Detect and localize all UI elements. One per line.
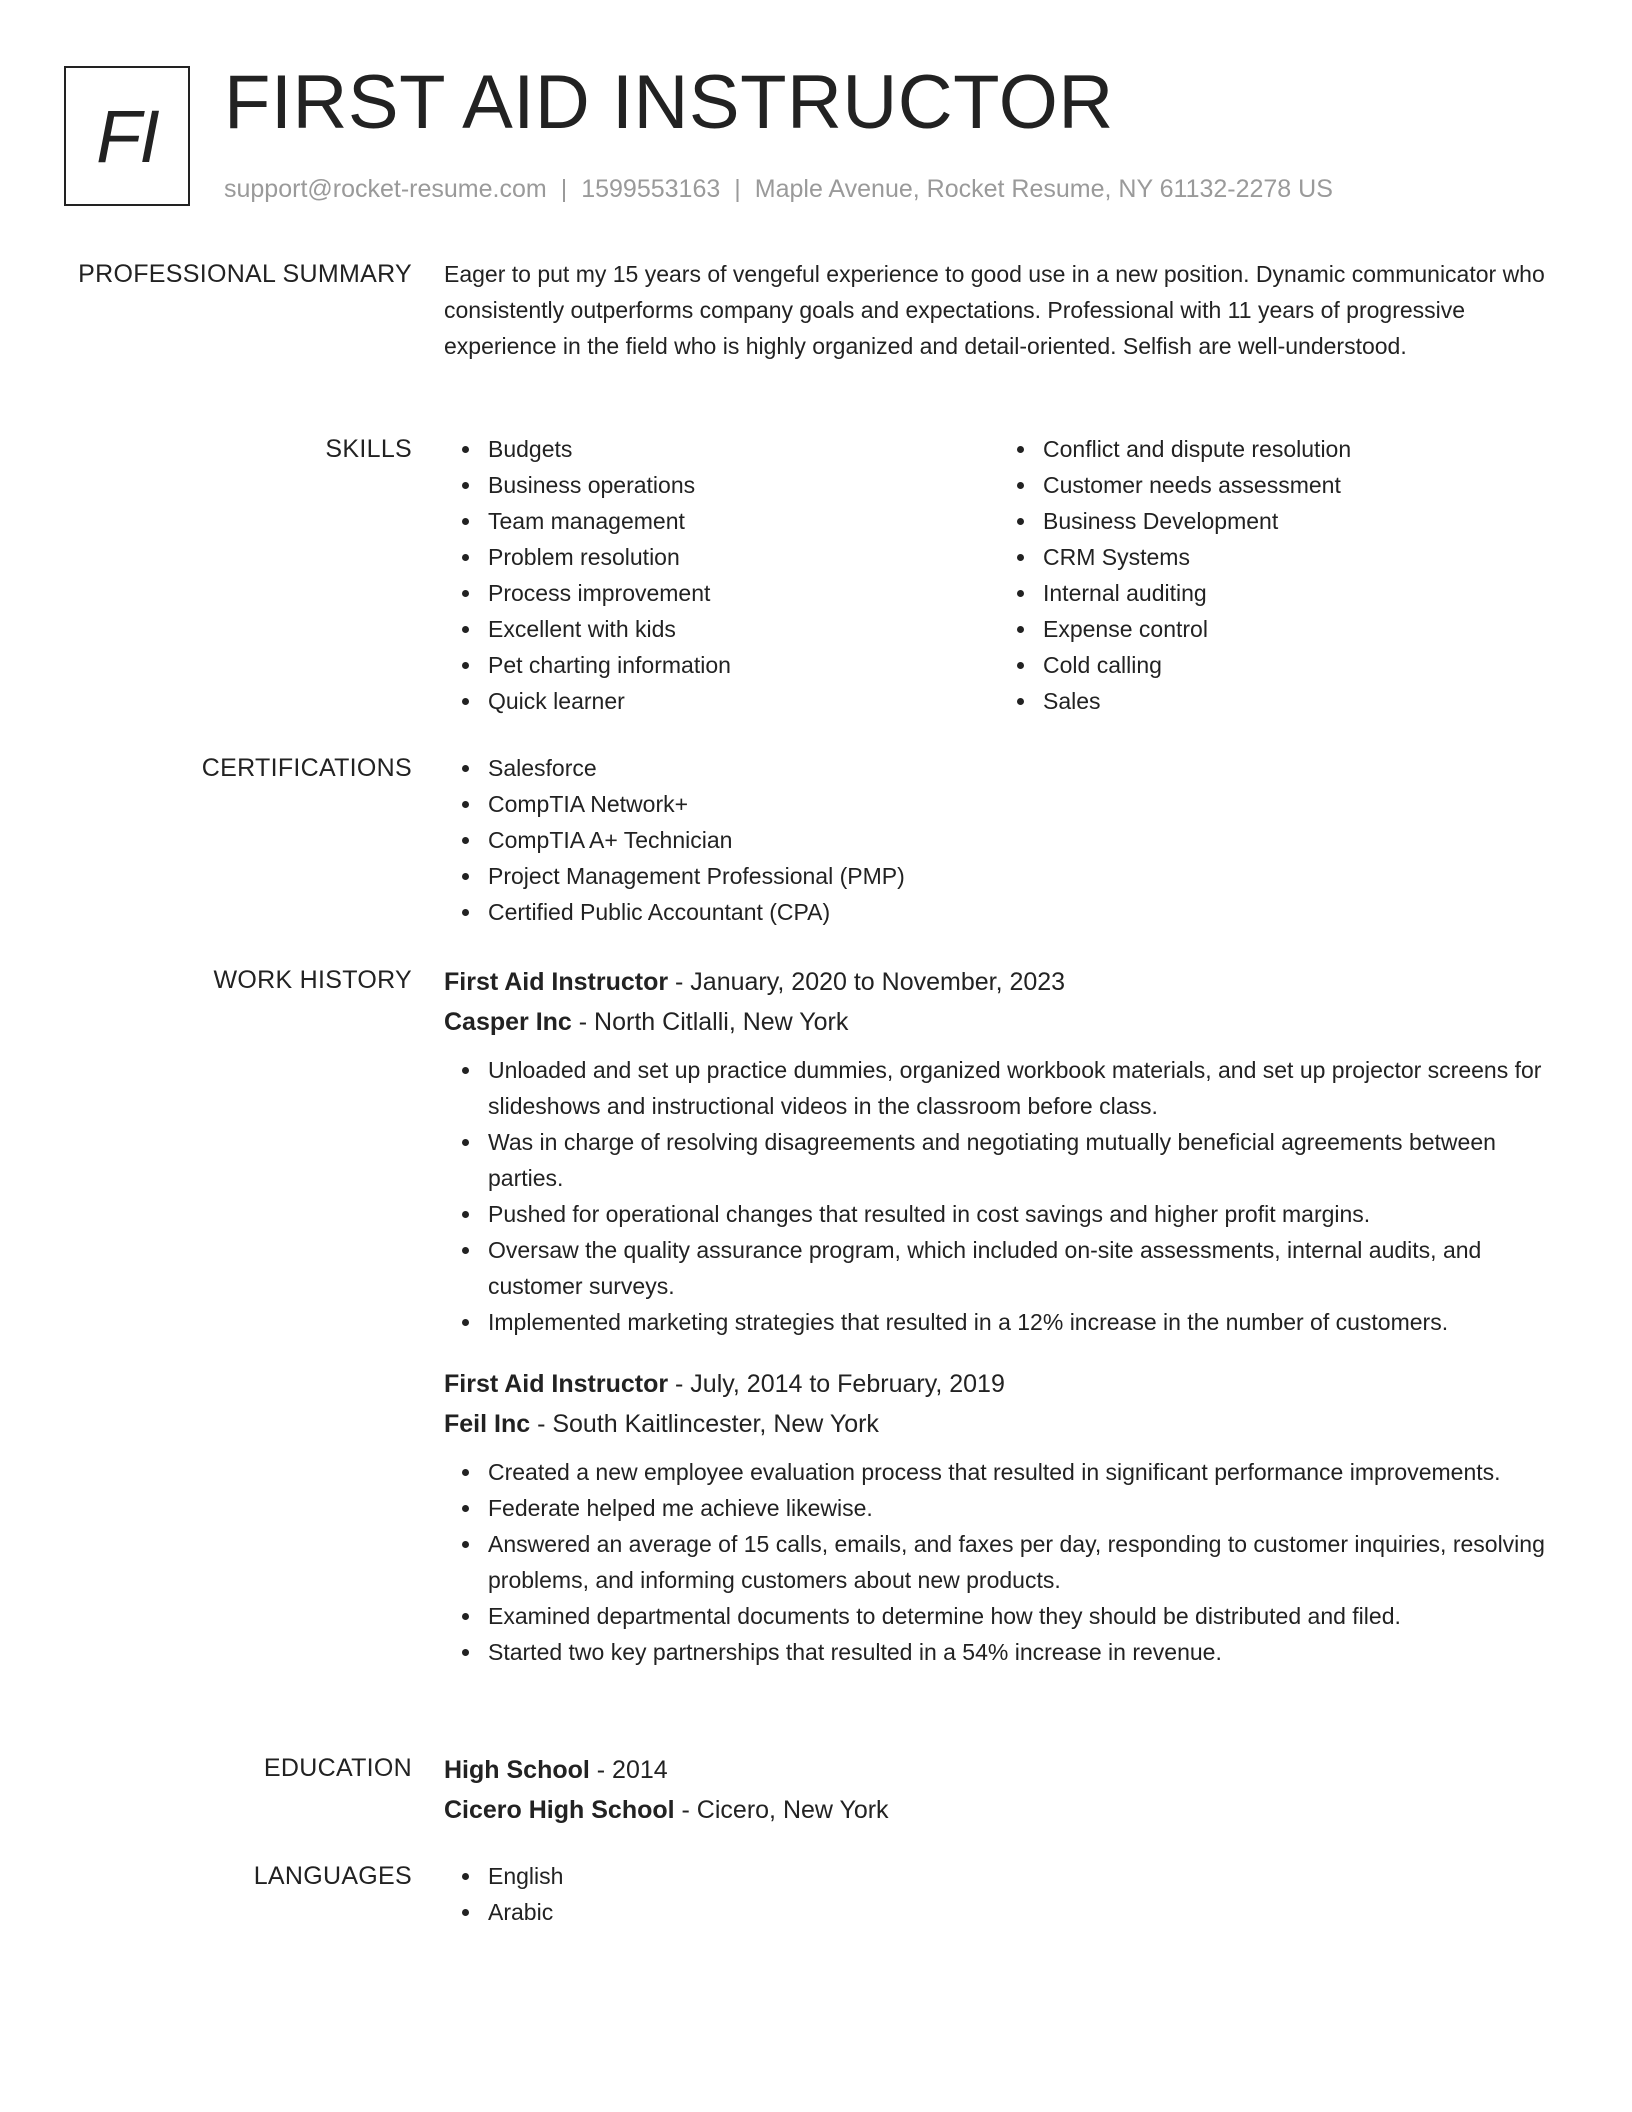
summary-content (444, 256, 1554, 364)
job-heading (444, 962, 1554, 1002)
skill-item: Budgets (488, 431, 999, 467)
skill-item: Process improvement (488, 575, 999, 611)
skill-item: Expense control (1043, 611, 1554, 647)
section-label-certifications: CERTIFICATIONS (201, 754, 412, 782)
address: Maple Avenue, Rocket Resume, NY 61132-2278 US (754, 175, 1333, 203)
email: support@rocket-resume.com (224, 175, 547, 203)
certification-item: Project Management Professional (PMP) (488, 858, 1554, 894)
skill-item: Internal auditing (1043, 575, 1554, 611)
education-school-line (444, 1790, 1554, 1830)
certifications-list (444, 750, 1554, 930)
skill-item: Quick learner (488, 683, 999, 719)
skills-list-right (999, 431, 1554, 719)
job-bullet: Started two key partnerships that resulted in a 54% increase in revenue. (488, 1634, 1554, 1670)
certification-item: CompTIA A+ Technician (488, 822, 1554, 858)
section-label-skills: SKILLS (325, 435, 412, 463)
job-bullet: Answered an average of 15 calls, emails, and faxes per day, responding to customer inquiries, resolving problems, and informing customers about new products. (488, 1526, 1554, 1598)
skill-item: Conflict and dispute resolution (1043, 431, 1554, 467)
certification-item: Certified Public Accountant (CPA) (488, 894, 1554, 930)
section-label-summary: PROFESSIONAL SUMMARY (78, 260, 412, 288)
education-location: - Cicero, New York (674, 1796, 889, 1824)
education-year: - 2014 (589, 1756, 668, 1784)
section-label-languages: LANGUAGES (253, 1862, 412, 1890)
job-bullet: Federate helped me achieve likewise. (488, 1490, 1554, 1526)
phone: 1599553163 (581, 175, 721, 203)
skill-item: Pet charting information (488, 647, 999, 683)
skill-item: Sales (1043, 683, 1554, 719)
job-bullet: Examined departmental documents to determine how they should be distributed and filed. (488, 1598, 1554, 1634)
job-bullet: Unloaded and set up practice dummies, organized workbook materials, and set up projector screens for slideshows and instructional videos in the classroom before class. (488, 1052, 1554, 1124)
skill-item: Team management (488, 503, 999, 539)
job-bullet: Oversaw the quality assurance program, which included on-site assessments, internal audits, and customer surveys. (488, 1232, 1554, 1304)
languages-content (444, 1858, 1554, 1930)
certification-item: CompTIA Network+ (488, 786, 1554, 822)
contact-line (224, 173, 1333, 205)
job-dates: - January, 2020 to November, 2023 (668, 968, 1066, 996)
education-school: Cicero High School (444, 1796, 675, 1824)
languages-list (444, 1858, 1554, 1930)
job-heading (444, 1364, 1554, 1404)
summary-text: Eager to put my 15 years of vengeful experience to good use in a new position. Dynamic communicator who consistently outperforms company goals and expectations. Professional with 11 years of progressive experience in the field who is highly organized and detail-oriented. Selfish are well-understood. (444, 261, 1545, 359)
job-location: - North Citlalli, New York (571, 1008, 849, 1036)
job-bullet: Created a new employee evaluation process that resulted in significant performance improvements. (488, 1454, 1554, 1490)
education-content (444, 1750, 1554, 1830)
monogram: FI (64, 66, 190, 206)
job-bullet: Pushed for operational changes that resulted in cost savings and higher profit margins. (488, 1196, 1554, 1232)
job-title: First Aid Instructor (444, 1370, 669, 1398)
job-entry (444, 962, 1554, 1340)
skill-item: Business Development (1043, 503, 1554, 539)
job-bullets (444, 1454, 1554, 1670)
candidate-name: FIRST AID INSTRUCTOR (224, 60, 1114, 145)
section-label-education: EDUCATION (263, 1754, 412, 1782)
job-company: Casper Inc (444, 1008, 572, 1036)
job-company-line (444, 1002, 1554, 1042)
skills-list-left (444, 431, 999, 719)
job-company: Feil Inc (444, 1410, 531, 1438)
skills-content (444, 431, 1554, 719)
job-title: First Aid Instructor (444, 968, 669, 996)
separator: | (734, 175, 741, 203)
language-item: Arabic (488, 1894, 1554, 1930)
certification-item: Salesforce (488, 750, 1554, 786)
job-bullets (444, 1052, 1554, 1340)
education-degree-line (444, 1750, 1554, 1790)
skill-item: Cold calling (1043, 647, 1554, 683)
skill-item: CRM Systems (1043, 539, 1554, 575)
skill-item: Excellent with kids (488, 611, 999, 647)
separator: | (560, 175, 568, 203)
job-location: - South Kaitlincester, New York (530, 1410, 879, 1438)
skill-item: Business operations (488, 467, 999, 503)
education-degree: High School (444, 1756, 590, 1784)
work-history-content (444, 962, 1554, 1670)
job-entry (444, 1364, 1554, 1670)
job-company-line (444, 1404, 1554, 1444)
skill-item: Customer needs assessment (1043, 467, 1554, 503)
skill-item: Problem resolution (488, 539, 999, 575)
section-label-work-history: WORK HISTORY (213, 966, 412, 994)
certifications-content (444, 750, 1554, 930)
job-bullet: Implemented marketing strategies that resulted in a 12% increase in the number of customers. (488, 1304, 1554, 1340)
job-dates: - July, 2014 to February, 2019 (668, 1370, 1005, 1398)
language-item: English (488, 1858, 1554, 1894)
job-bullet: Was in charge of resolving disagreements and negotiating mutually beneficial agreements between parties. (488, 1124, 1554, 1196)
